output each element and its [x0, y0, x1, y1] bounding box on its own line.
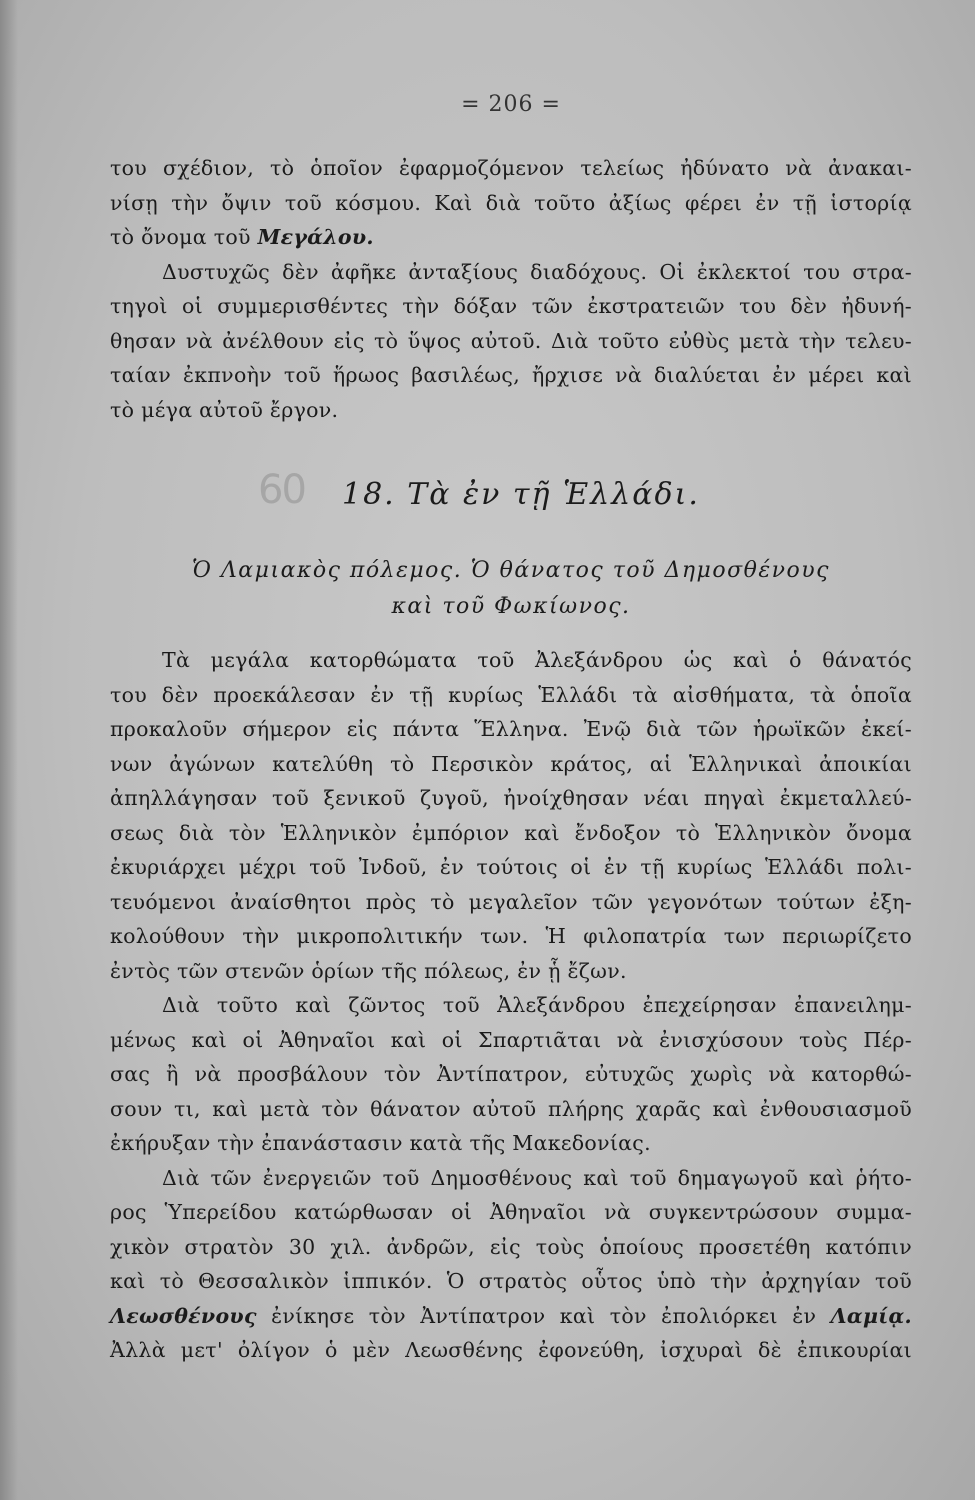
chapter-title: 18. Τὰ ἐν τῇ Ἑλλάδι. — [342, 477, 700, 512]
paragraph-3 — [110, 643, 912, 988]
text-line: προκαλοῦν σήμερον εἰς πάντα Ἕλληνα. Ἐνῷ διὰ τῶν ἡρωϊκῶν ἐκεί- — [110, 717, 912, 741]
text-line: νίσῃ τὴν ὄψιν τοῦ κόσμου. Καὶ διὰ τοῦτο ἀξίως φέρει ἐν τῇ ἱστορίᾳ — [110, 190, 912, 215]
text-line: μένως καὶ οἱ Ἀθηναῖοι καὶ οἱ Σπαρτιᾶται νὰ ἐνισχύσουν τοὺς Πέρ- — [110, 1027, 912, 1052]
text-line: Διὰ τοῦτο καὶ ζῶντος τοῦ Ἀλεξάνδρου ἐπεχείρησαν ἐπανειλημ- — [162, 993, 912, 1017]
text-line: Ἀλλὰ μετ' ὀλίγον ὁ μὲν Λεωσθένης ἐφονεύθη, ἰσχυραὶ δὲ ἐπικουρίαι — [110, 1338, 912, 1362]
subtitle-line: καὶ τοῦ Φωκίωνος. — [391, 594, 631, 619]
text-line: ἐκυριάρχει μέχρι τοῦ Ἰνδοῦ, ἐν τούτοις οἱ ἐν τῇ κυρίως Ἑλλάδι πολι- — [110, 855, 912, 879]
text-line: τηγοὶ οἱ συμμερισθέντες τὴν δόξαν τῶν ἐκστρατειῶν του δὲν ἠδυνή- — [110, 294, 912, 318]
text-line: τευόμενοι ἀναίσθητοι πρὸς τὸ μεγαλεῖον τῶν γεγονότων τούτων ἐξη- — [110, 889, 912, 914]
emphasis-lamia: Λαμίᾳ. — [830, 1303, 912, 1328]
paragraph-2 — [110, 255, 912, 428]
text-column — [110, 92, 912, 1368]
chapter-heading — [110, 467, 912, 531]
text-line: ἐντὸς τῶν στενῶν ὁρίων τῆς πόλεως, ἐν ᾗ ἔζων. — [110, 958, 627, 983]
paragraph-1 — [110, 151, 912, 255]
text-line: κολούθουν τὴν μικροπολιτικήν των. Ἡ φιλοπατρία των περιωρίζετο — [110, 924, 912, 948]
text-line: Δυστυχῶς δὲν ἀφῆκε ἀνταξίους διαδόχους. Οἱ ἐκλεκτοί του στρα- — [162, 259, 912, 284]
text-line: ἀπηλλάγησαν τοῦ ξενικοῦ ζυγοῦ, ἠνοίχθησαν νέαι πηγαὶ ἐκμεταλλεύ- — [110, 786, 912, 810]
text-line: ρος Ὑπερείδου κατώρθωσαν οἱ Ἀθηναῖοι νὰ συγκεντρώσουν συμμα- — [110, 1200, 912, 1224]
text-line: καὶ τὸ Θεσσαλικὸν ἱππικόν. Ὁ στρατὸς οὗτος ὑπὸ τὴν ἀρχηγίαν τοῦ — [110, 1269, 912, 1293]
text-run: ἐνίκησε τὸν Ἀντίπατρον καὶ τὸν ἐπολιόρκει ἐν — [256, 1303, 831, 1328]
text-line — [110, 220, 912, 255]
text-line: του σχέδιον, τὸ ὁποῖον ἐφαρμοζόμενον τελείως ἠδύνατο νὰ ἀνακαι- — [110, 156, 912, 180]
text-line: τὸ μέγα αὐτοῦ ἔργον. — [110, 397, 339, 422]
text-line: Διὰ τῶν ἐνεργειῶν τοῦ Δημοσθένους καὶ τοῦ δημαγωγοῦ καὶ ῥήτο- — [162, 1165, 912, 1190]
text-line: Τὰ μεγάλα κατορθώματα τοῦ Ἀλεξάνδρου ὡς καὶ ὁ θάνατός — [162, 648, 912, 672]
paragraph-5 — [110, 1161, 912, 1368]
text-line: νων ἀγώνων κατελύθη τὸ Περσικὸν κράτος, αἱ Ἑλληνικαὶ ἀποικίαι — [110, 751, 912, 776]
text-line: σας ἢ νὰ προσβάλουν τὸν Ἀντίπατρον, εὐτυχῶς χωρὶς νὰ κατορθώ- — [110, 1062, 912, 1086]
pencil-annotation: 60 — [258, 467, 305, 513]
text-line — [110, 1299, 912, 1334]
text-line: ταίαν ἐκπνοὴν τοῦ ἥρωος βασιλέως, ἤρχισε νὰ διαλύεται ἐν μέρει καὶ — [110, 363, 912, 387]
emphasis-leosthenous: Λεωσθένους — [110, 1303, 257, 1328]
page-number: = 206 = — [461, 92, 561, 117]
emphasis-megalou: Μεγάλου. — [257, 225, 374, 249]
page-gutter-shadow — [0, 0, 18, 1500]
subtitle-line: Ὁ Λαμιακὸς πόλεμος. Ὁ θάνατος τοῦ Δημοσθένους — [192, 558, 830, 583]
text-line: του δὲν προεκάλεσαν ἐν τῇ κυρίως Ἑλλάδι τὰ αἰσθήματα, τὰ ὁποῖα — [110, 682, 912, 707]
text-line: σουν τι, καὶ μετὰ τὸν θάνατον αὐτοῦ πλήρης χαρᾶς καὶ ἐνθουσιασμοῦ — [110, 1096, 912, 1121]
text-line: σεως διὰ τὸν Ἑλληνικὸν ἐμπόριον καὶ ἔνδοξον τὸ Ἑλληνικὸν ὄνομα — [110, 820, 912, 845]
text-line: ἐκήρυξαν τὴν ἐπανάστασιν κατὰ τῆς Μακεδονίας. — [110, 1131, 651, 1155]
text-run: τὸ ὄνομα τοῦ — [110, 225, 258, 249]
text-line: θησαν νὰ ἀνέλθουν εἰς τὸ ὕψος αὐτοῦ. Διὰ τοῦτο εὐθὺς μετὰ τὴν τελευ- — [110, 328, 912, 353]
text-line: χικὸν στρατὸν 30 χιλ. ἀνδρῶν, εἰς τοὺς ὁποίους προσετέθη κατόπιν — [110, 1234, 912, 1259]
paragraph-4 — [110, 988, 912, 1161]
chapter-subtitle — [110, 553, 912, 625]
